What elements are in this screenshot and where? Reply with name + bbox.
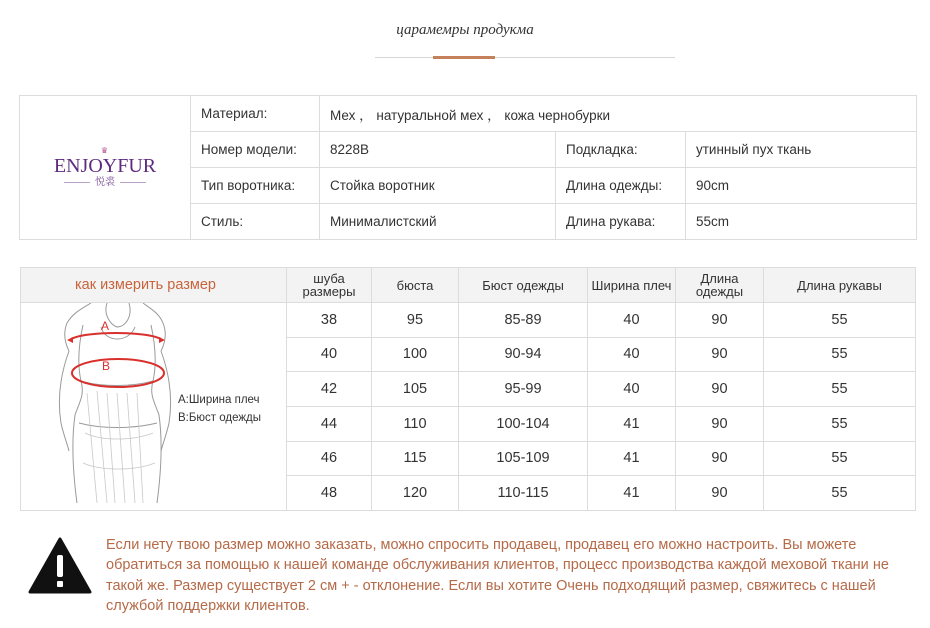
legend-shoulder: A:Ширина плеч [178,394,260,406]
length-value: 90cm [686,168,917,204]
cell-size: 40 [287,337,372,372]
brand-logo-subtitle: 悦裘 [95,176,115,188]
sleeve-label: Длина рукава: [556,204,686,240]
table-row [21,303,916,338]
product-parameters-table [19,95,917,240]
cell-shoulder: 40 [588,372,676,407]
how-to-measure-label: как измерить размер [21,268,287,303]
crown-icon: ♛ [100,145,110,155]
cell-size: 44 [287,406,372,441]
product-row-material [20,96,917,132]
style-value: Минималистский [320,204,556,240]
model-value: 8228B [320,132,556,168]
cell-garment-bust: 110-115 [459,476,588,511]
brand-logo [54,147,156,189]
header-sleeve-length: Длина рукавы [764,268,916,303]
page-title: царамемры продукма [396,22,534,38]
lining-value: утинный пух ткань [686,132,917,168]
marker-a-label: A [101,319,110,333]
cell-bust: 120 [372,476,459,511]
cell-shoulder: 41 [588,476,676,511]
logo-rule-right [120,182,146,183]
cell-length: 90 [676,476,764,511]
material-value: Мех ， натуральной мех ， кожа чернобурки [320,96,917,132]
cell-garment-bust: 85-89 [459,303,588,338]
size-notice-text: Если нету твою размер можно заказать, можно спросить продавец, продавец его можно настроить. Вы можете обратиться за помощью к нашей команде обслуживания клиентов, процесс производства каждой меховой ткани не такой же. Размер существует 2 см + - отклонение. Если вы хотите Очень подходящий размер, свяжитесь с нашей службой поддержки клиентов. [106,537,889,614]
cell-garment-bust: 100-104 [459,406,588,441]
cell-length: 90 [676,441,764,476]
title-accent-bar [433,56,495,59]
collar-label: Тип воротника: [191,168,320,204]
cell-garment-bust: 90-94 [459,337,588,372]
cell-sleeve: 55 [764,337,916,372]
style-label: Стиль: [191,204,320,240]
cell-length: 90 [676,406,764,441]
cell-length: 90 [676,372,764,407]
cell-length: 90 [676,337,764,372]
cell-sleeve: 55 [764,372,916,407]
cell-sleeve: 55 [764,441,916,476]
measure-figure [21,303,287,510]
cell-shoulder: 41 [588,441,676,476]
cell-bust: 100 [372,337,459,372]
cell-garment-bust: 95-99 [459,372,588,407]
cell-bust: 110 [372,406,459,441]
cell-size: 48 [287,476,372,511]
header-bust: бюста [372,268,459,303]
measure-legend [178,391,261,427]
cell-length: 90 [676,303,764,338]
cell-sleeve: 55 [764,406,916,441]
cell-bust: 115 [372,441,459,476]
measure-figure-cell [21,303,287,511]
marker-b-label: B [102,359,111,373]
length-label: Длина одежды: [556,168,686,204]
brand-logo-subtitle-wrap [54,177,156,189]
cell-garment-bust: 105-109 [459,441,588,476]
legend-bust: B:Бюст одежды [178,412,262,424]
cell-size: 38 [287,303,372,338]
cell-sleeve: 55 [764,303,916,338]
header-coat-size: шуба размеры [287,268,372,303]
logo-rule-left [64,182,90,183]
cell-size: 46 [287,441,372,476]
cell-size: 42 [287,372,372,407]
warning-triangle-icon [28,537,92,594]
material-label: Материал: [191,96,320,132]
cell-bust: 105 [372,372,459,407]
header-garment-length: Длина одежды [676,268,764,303]
sleeve-value: 55cm [686,204,917,240]
model-label: Номер модели: [191,132,320,168]
title-divider [375,57,675,58]
brand-logo-text: ENJOYFUR [53,154,157,177]
size-chart-table [20,267,916,511]
header-shoulder-width: Ширина плеч [588,268,676,303]
header-garment-bust: Бюст одежды [459,268,588,303]
brand-logo-cell [20,96,191,240]
lining-label: Подкладка: [556,132,686,168]
cell-shoulder: 40 [588,303,676,338]
cell-shoulder: 40 [588,337,676,372]
collar-value: Стойка воротник [320,168,556,204]
cell-shoulder: 41 [588,406,676,441]
size-chart-header-row [21,268,916,303]
cell-bust: 95 [372,303,459,338]
cell-sleeve: 55 [764,476,916,511]
